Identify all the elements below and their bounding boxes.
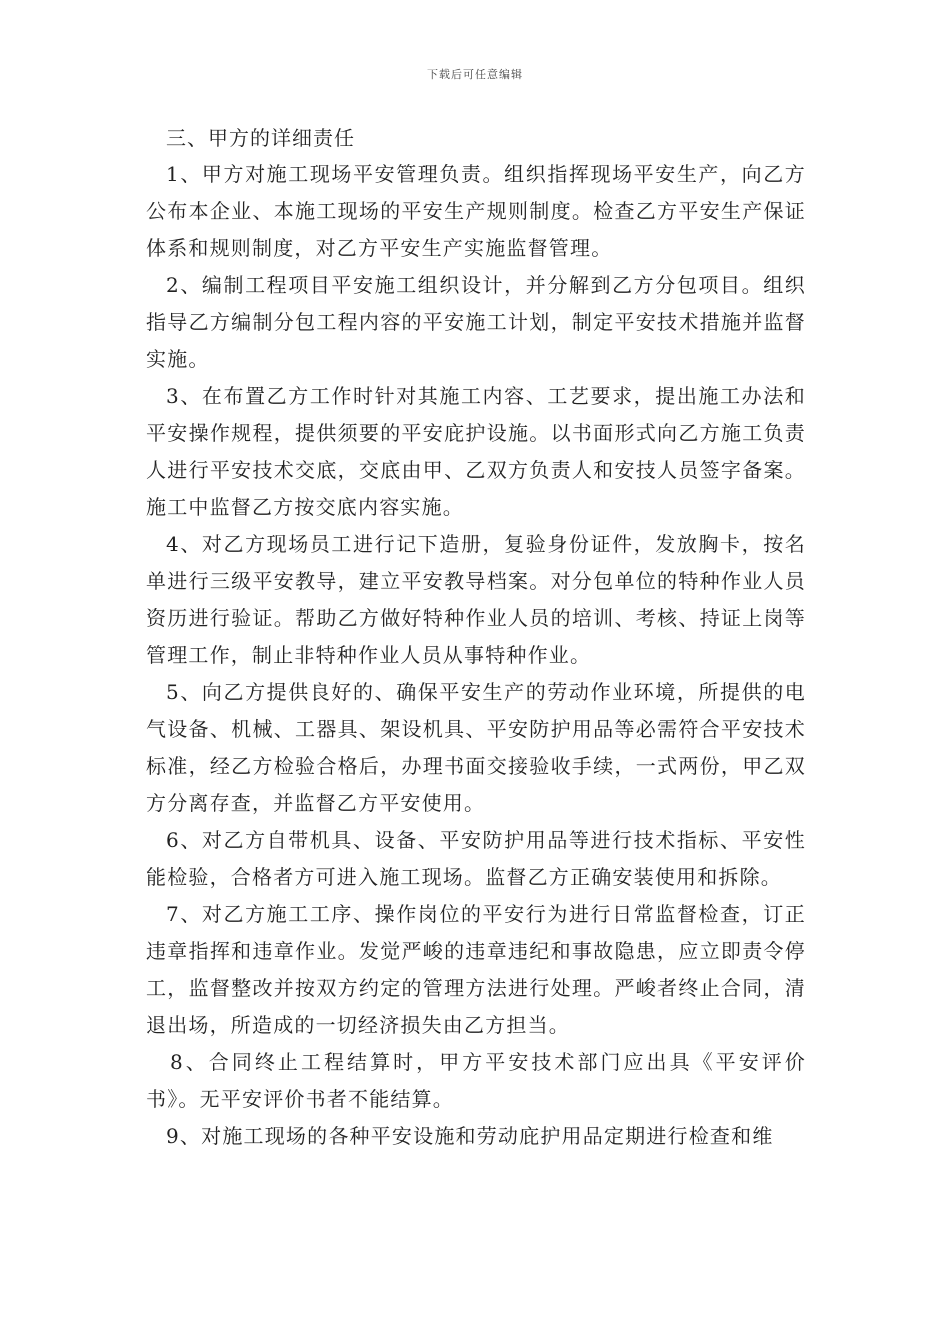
clause-4-paragraph: 4、对乙方现场员工进行记下造册，复验身份证件，发放胸卡，按名单进行三级平安教导，建立平安教导档案。对分包单位的特种作业人员资历进行验证。帮助乙方做好特种作业人员的培训、考核、持证上岗等管理工作，制止非特种作业人员从事特种作业。 <box>146 532 806 667</box>
clause-7-paragraph: 7、对乙方施工工序、操作岗位的平安行为进行日常监督检查，订正违章指挥和违章作业。发觉严峻的违章违纪和事故隐患，应立即责令停工，监督整改并按双方约定的管理方法进行处理。严峻者终止合同，清退出场，所造成的一切经济损失由乙方担当。 <box>146 902 806 1037</box>
page-header-note: 下载后可任意编辑 <box>427 68 523 81</box>
clause-5-paragraph: 5、向乙方提供良好的、确保平安生产的劳动作业环境，所提供的电气设备、机械、工器具、架设机具、平安防护用品等必需符合平安技术标准，经乙方检验合格后，办理书面交接验收手续，一式两份，甲乙双方分离存查，并监督乙方平安使用。 <box>146 680 806 815</box>
clause-8-paragraph: 8、合同终止工程结算时，甲方平安技术部门应出具《平安评价书》。无平安评价书者不能结算。 <box>146 1050 806 1111</box>
clause-1-paragraph: 1、甲方对施工现场平安管理负责。组织指挥现场平安生产，向乙方公布本企业、本施工现场的平安生产规则制度。检查乙方平安生产保证体系和规则制度，对乙方平安生产实施监督管理。 <box>146 162 806 260</box>
section-title: 三、甲方的详细责任 <box>166 126 355 150</box>
clause-2-paragraph: 2、编制工程项目平安施工组织设计，并分解到乙方分包项目。组织指导乙方编制分包工程内容的平安施工计划，制定平安技术措施并监督实施。 <box>146 273 806 371</box>
clause-3-paragraph: 3、在布置乙方工作时针对其施工内容、工艺要求，提出施工办法和平安操作规程，提供须要的平安庇护设施。以书面形式向乙方施工负责人进行平安技术交底，交底由甲、乙双方负责人和安技人员签字备案。施工中监督乙方按交底内容实施。 <box>146 384 806 519</box>
clause-6-paragraph: 6、对乙方自带机具、设备、平安防护用品等进行技术指标、平安性能检验，合格者方可进入施工现场。监督乙方正确安装使用和拆除。 <box>146 828 806 889</box>
document-body <box>146 120 806 1155</box>
clause-9-paragraph: 9、对施工现场的各种平安设施和劳动庇护用品定期进行检查和维 <box>166 1124 774 1148</box>
